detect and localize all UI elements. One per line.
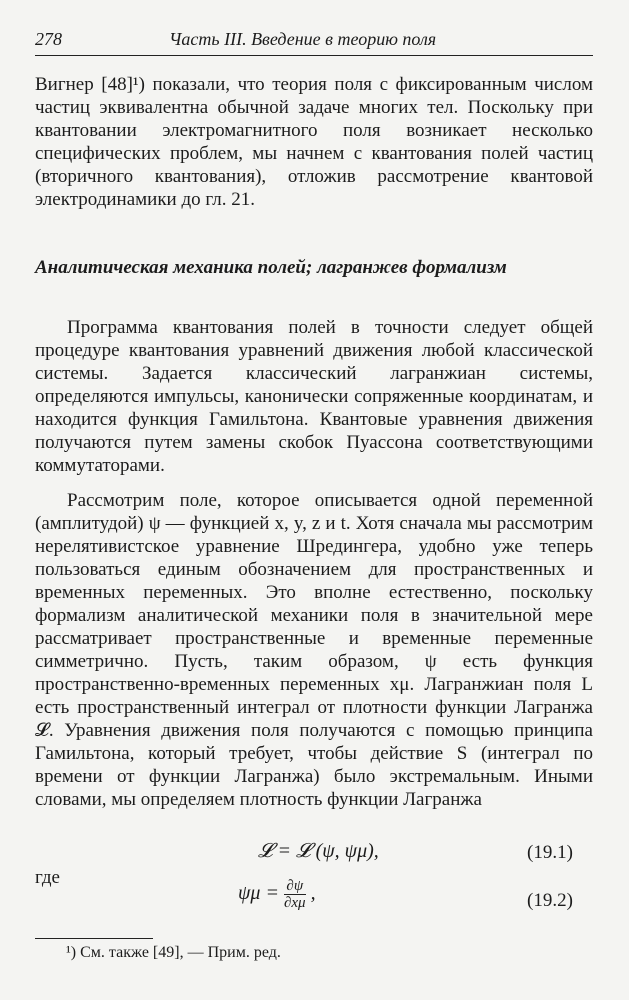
equation-19-2 (238, 878, 316, 911)
running-title: Часть III. Введение в теорию поля (169, 29, 437, 49)
fraction-denominator: ∂xμ (283, 895, 306, 911)
page-number: 278 (35, 29, 62, 49)
fraction (284, 878, 306, 911)
section-heading: Аналитическая механика полей; лагранжев формализм (35, 257, 507, 278)
footnote-rule (35, 938, 153, 939)
equation-tail: , (310, 882, 316, 905)
equation-number-19-1: (19.1) (527, 842, 573, 863)
equation-19-1: 𝓛 = 𝓛 (ψ, ψμ), (258, 840, 379, 862)
footnote: ¹) См. также [49], — Прим. ред. (66, 944, 281, 961)
running-header (35, 29, 593, 56)
paragraph-field: Рассмотрим поле, которое описывается одной переменной (амплитудой) ψ — функцией x, y, z и t. Хотя сначала мы рассмотрим нерелятивистское уравнение Шредингера, удобно уже теперь пользоваться единым обозначением для пространственных и временных переменных. Это вполне естественно, поскольку формализм аналитической механики поля в значительной мере рассматривает пространственные и временные переменные симметрично. Пусть, таким образом, ψ есть функция пространственно-временных переменных xμ. Лагранжиан поля L есть пространственный интеграл от плотности функции Лагранжа 𝓛. Уравнения движения поля получаются с помощью принципа Гамильтона, который требует, чтобы действие S (интеграл по времени от функции Лагранжа) было экстремальным. Иными словами, мы определяем плотность функции Лагранжа (35, 490, 593, 810)
equation-number-19-2: (19.2) (527, 890, 573, 911)
paragraph-intro: Вигнер [48]¹) показали, что теория поля с фиксированным числом частиц эквивалентна обычной задаче многих тел. Поскольку при квантовании электромагнитного поля возникает несколько специфических проблем, мы начнем с квантования полей частиц (вторичного квантования), отложив рассмотрение квантовой электродинамики до гл. 21. (35, 74, 593, 210)
equation-lhs: ψμ = (238, 882, 279, 905)
where-label: где (35, 867, 60, 888)
fraction-numerator: ∂ψ (284, 878, 306, 895)
paragraph-program: Программа квантования полей в точности следует общей процедуре квантования уравнений движения любой классической системы. Задается классический лагранжиан системы, определяются импульсы, канонически сопряженные координатам, и находится функция Гамильтона. Квантовые уравнения движения получаются путем замены скобок Пуассона соответствующими коммутаторами. (35, 317, 593, 476)
